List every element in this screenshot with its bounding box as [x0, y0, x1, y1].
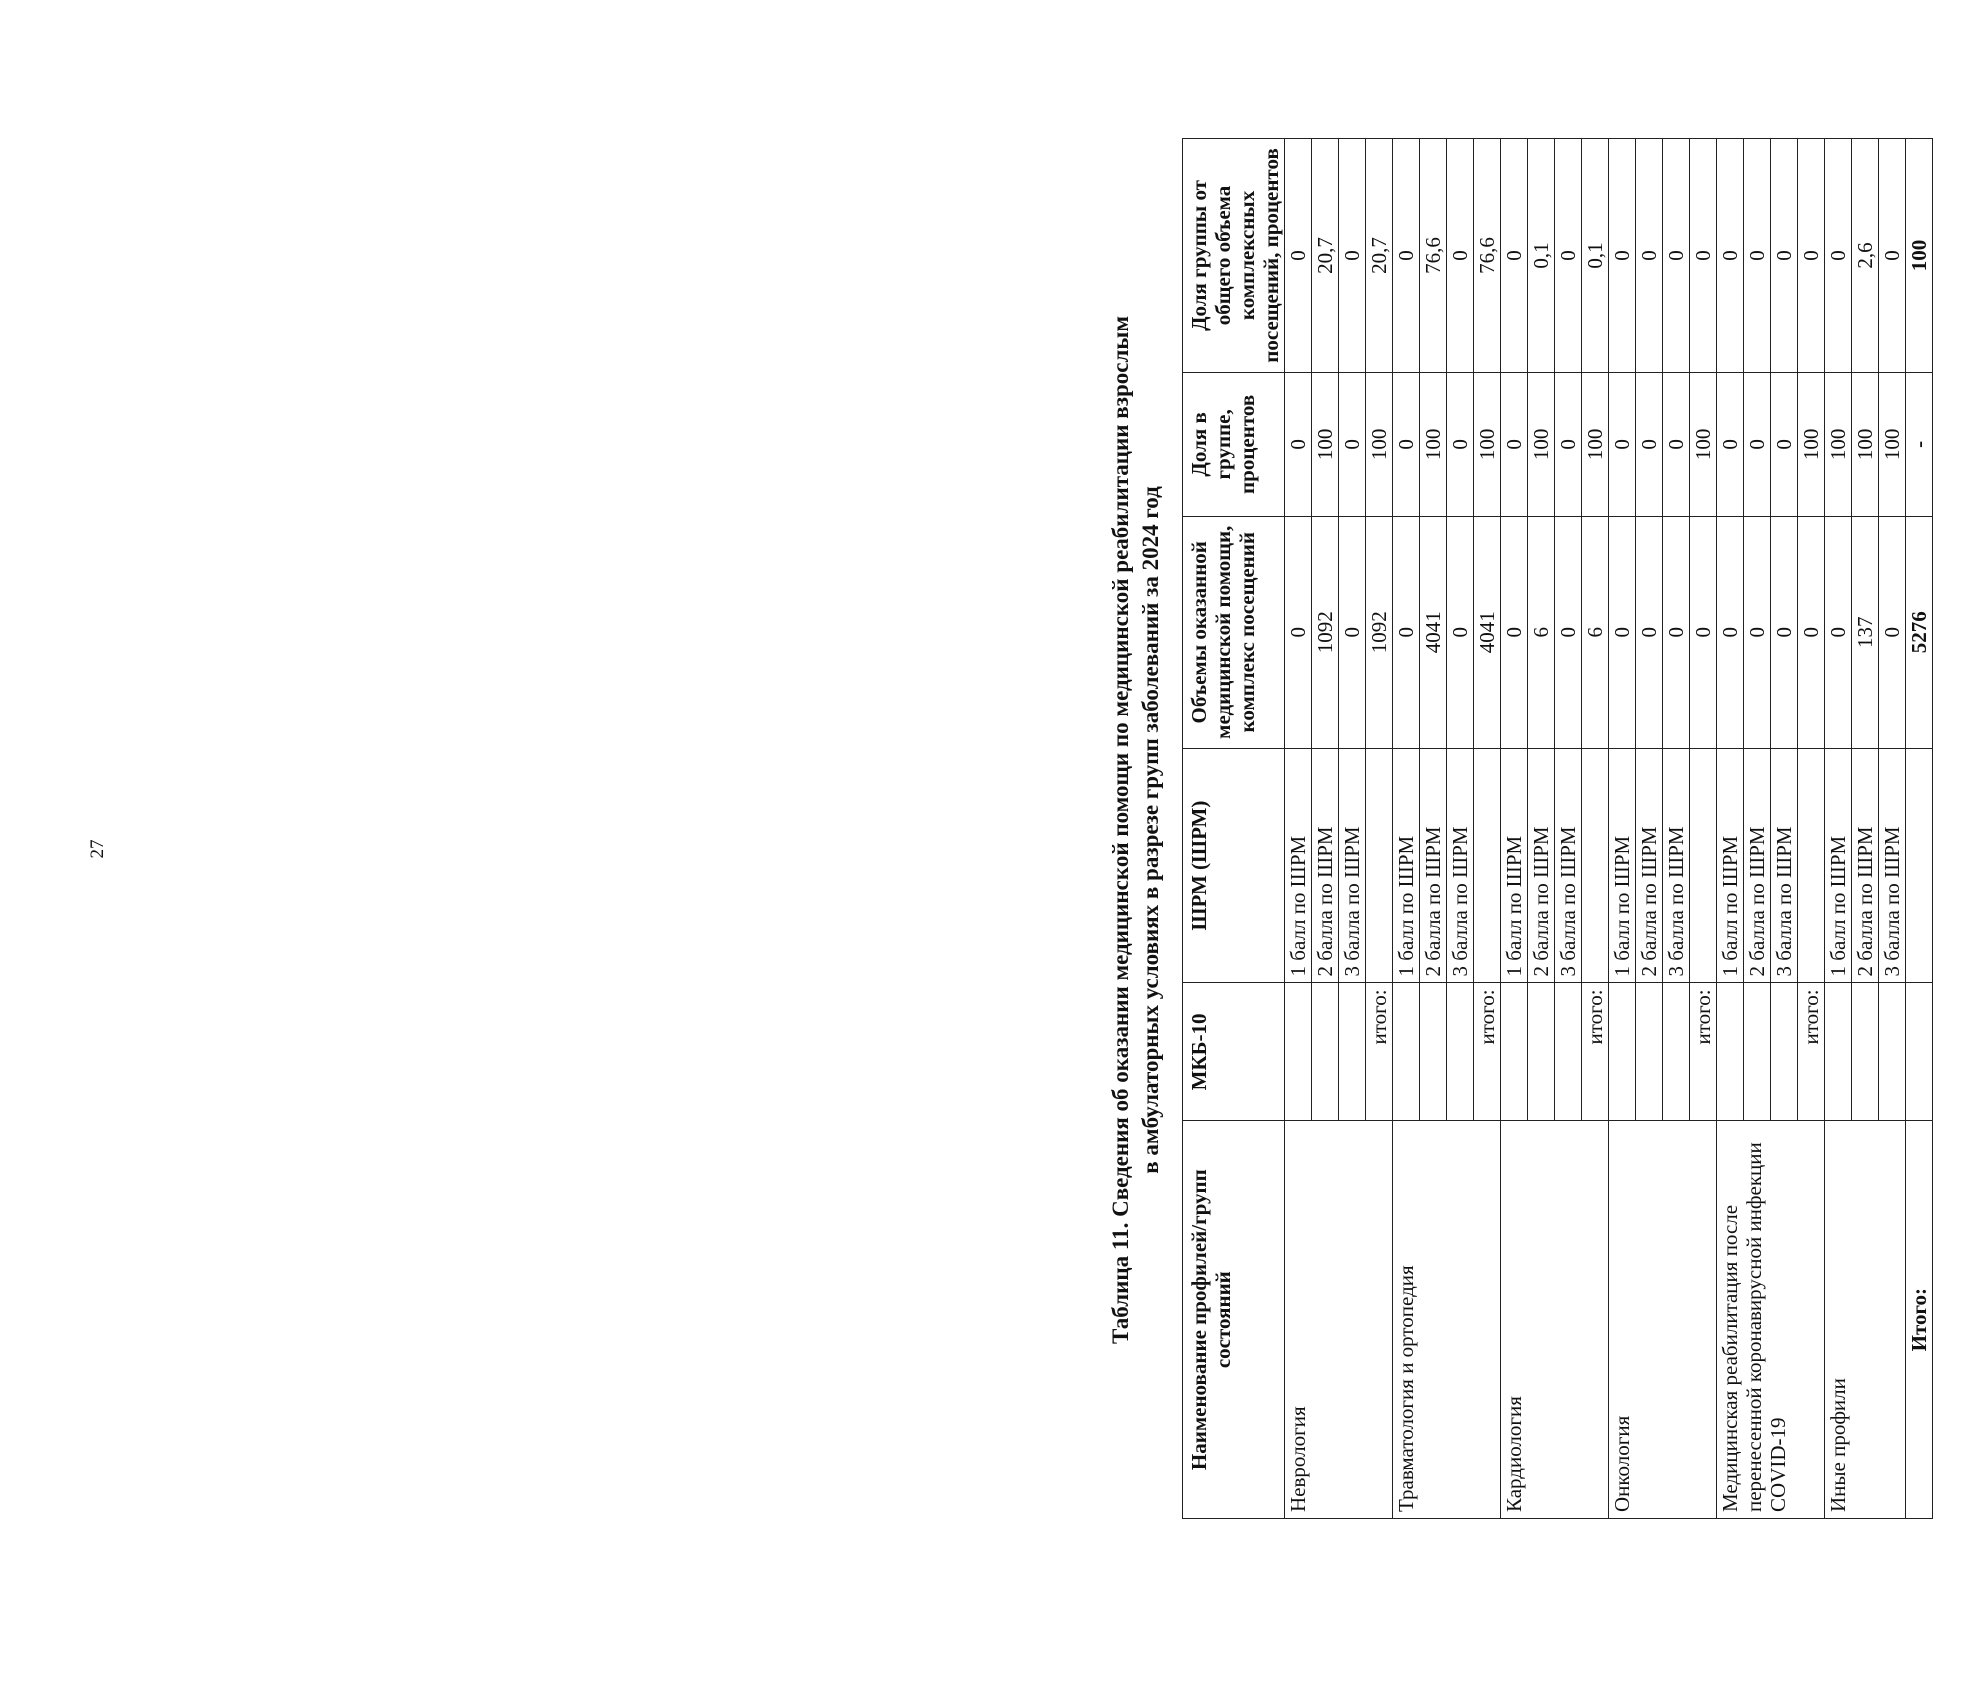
- shrm-cell: 2 балла по ШРМ: [1852, 748, 1879, 983]
- table-total-row: [1906, 139, 1933, 1519]
- shrm-cell: 1 балл по ШРМ: [1717, 748, 1744, 983]
- share-total-cell: 0: [1717, 139, 1744, 373]
- profile-name-cell: Онкология: [1609, 1121, 1717, 1519]
- shrm-cell: [1474, 748, 1501, 983]
- profile-name-cell: Иные профили: [1825, 1121, 1906, 1519]
- volume-cell: 0: [1744, 516, 1771, 748]
- volume-cell: 0: [1717, 516, 1744, 748]
- shrm-cell: 3 балла по ШРМ: [1555, 748, 1582, 983]
- share-total-cell: 0: [1636, 139, 1663, 373]
- share-total-cell: 0: [1825, 139, 1852, 373]
- table-row: [1393, 139, 1420, 1519]
- shrm-cell: 1 балл по ШРМ: [1393, 748, 1420, 983]
- share-group-cell: 100: [1582, 372, 1609, 516]
- share-group-cell: 100: [1312, 372, 1339, 516]
- volume-cell: 4041: [1420, 516, 1447, 748]
- volume-cell: 0: [1501, 516, 1528, 748]
- volume-cell: 4041: [1474, 516, 1501, 748]
- volume-cell: 0: [1555, 516, 1582, 748]
- mkb-cell: [1501, 983, 1528, 1121]
- shrm-cell: 3 балла по ШРМ: [1879, 748, 1906, 983]
- profile-name-cell: Кардиология: [1501, 1121, 1609, 1519]
- volume-cell: 0: [1447, 516, 1474, 748]
- shrm-cell: [1366, 748, 1393, 983]
- header-volume: Объемы оказанной медицинской помощи, комплекс посещений: [1183, 516, 1285, 748]
- mkb-cell: итого:: [1366, 983, 1393, 1121]
- share-group-cell: 100: [1879, 372, 1906, 516]
- table-header-row: [1183, 139, 1285, 1519]
- volume-cell: 0: [1825, 516, 1852, 748]
- total-mkb-cell: [1906, 983, 1933, 1121]
- mkb-cell: [1663, 983, 1690, 1121]
- share-total-cell: 2,6: [1852, 139, 1879, 373]
- total-volume-cell: 5276: [1906, 516, 1933, 748]
- mkb-cell: [1825, 983, 1852, 1121]
- share-total-cell: 0: [1393, 139, 1420, 373]
- header-share-group: Доля в группе, процентов: [1183, 372, 1285, 516]
- volume-cell: 0: [1393, 516, 1420, 748]
- share-group-cell: 0: [1609, 372, 1636, 516]
- share-total-cell: 76,6: [1474, 139, 1501, 373]
- volume-cell: 0: [1798, 516, 1825, 748]
- share-group-cell: 0: [1555, 372, 1582, 516]
- shrm-cell: 1 балл по ШРМ: [1285, 748, 1312, 983]
- total-shrm-cell: [1906, 748, 1933, 983]
- share-total-cell: 0: [1798, 139, 1825, 373]
- table-body: [1285, 139, 1933, 1519]
- volume-cell: 0: [1663, 516, 1690, 748]
- volume-cell: 6: [1528, 516, 1555, 748]
- share-group-cell: 0: [1744, 372, 1771, 516]
- volume-cell: 0: [1879, 516, 1906, 748]
- share-group-cell: 100: [1825, 372, 1852, 516]
- shrm-cell: 2 балла по ШРМ: [1420, 748, 1447, 983]
- mkb-cell: [1879, 983, 1906, 1121]
- total-share-total-cell: 100: [1906, 139, 1933, 373]
- volume-cell: 0: [1609, 516, 1636, 748]
- shrm-cell: 1 балл по ШРМ: [1501, 748, 1528, 983]
- share-group-cell: 0: [1663, 372, 1690, 516]
- share-group-cell: 0: [1717, 372, 1744, 516]
- share-group-cell: 0: [1285, 372, 1312, 516]
- share-group-cell: 0: [1447, 372, 1474, 516]
- share-total-cell: 0: [1690, 139, 1717, 373]
- share-total-cell: 0: [1609, 139, 1636, 373]
- table-row: [1285, 139, 1312, 1519]
- profile-name-cell: Неврология: [1285, 1121, 1393, 1519]
- share-total-cell: 0: [1744, 139, 1771, 373]
- shrm-cell: 3 балла по ШРМ: [1447, 748, 1474, 983]
- total-label-cell: Итого:: [1906, 1121, 1933, 1519]
- mkb-cell: [1312, 983, 1339, 1121]
- mkb-cell: [1555, 983, 1582, 1121]
- page-number: 27: [87, 839, 108, 859]
- rehabilitation-table: [1182, 138, 1933, 1519]
- shrm-cell: 2 балла по ШРМ: [1312, 748, 1339, 983]
- shrm-cell: 1 балл по ШРМ: [1609, 748, 1636, 983]
- share-total-cell: 0: [1447, 139, 1474, 373]
- table-title-line-2: в амбулаторных условиях в разрезе групп заболеваний за 2024 год: [1138, 486, 1163, 1174]
- share-total-cell: 0: [1285, 139, 1312, 373]
- share-group-cell: 100: [1366, 372, 1393, 516]
- share-group-cell: 0: [1636, 372, 1663, 516]
- share-group-cell: 100: [1690, 372, 1717, 516]
- header-share-total: Доля группы от общего объема комплексных посещений, процентов: [1183, 139, 1285, 373]
- shrm-cell: 2 балла по ШРМ: [1744, 748, 1771, 983]
- mkb-cell: [1717, 983, 1744, 1121]
- volume-cell: 0: [1285, 516, 1312, 748]
- shrm-cell: 2 балла по ШРМ: [1528, 748, 1555, 983]
- volume-cell: 1092: [1366, 516, 1393, 748]
- mkb-cell: [1528, 983, 1555, 1121]
- mkb-cell: [1852, 983, 1879, 1121]
- mkb-cell: [1447, 983, 1474, 1121]
- share-total-cell: 0: [1663, 139, 1690, 373]
- share-group-cell: 100: [1528, 372, 1555, 516]
- mkb-cell: [1393, 983, 1420, 1121]
- mkb-cell: [1636, 983, 1663, 1121]
- share-total-cell: 0: [1771, 139, 1798, 373]
- table-row: [1501, 139, 1528, 1519]
- rotated-page-content: [1050, 0, 1980, 1512]
- volume-cell: 1092: [1312, 516, 1339, 748]
- volume-cell: 0: [1771, 516, 1798, 748]
- mkb-cell: итого:: [1582, 983, 1609, 1121]
- shrm-cell: 3 балла по ШРМ: [1339, 748, 1366, 983]
- share-total-cell: 0: [1879, 139, 1906, 373]
- header-mkb: МКБ-10: [1183, 983, 1285, 1121]
- share-total-cell: 0,1: [1528, 139, 1555, 373]
- share-group-cell: 100: [1474, 372, 1501, 516]
- share-group-cell: 0: [1771, 372, 1798, 516]
- header-shrm: ШРМ (ШРМ): [1183, 748, 1285, 983]
- shrm-cell: 3 балла по ШРМ: [1663, 748, 1690, 983]
- landscape-content: [1050, 105, 1980, 1555]
- share-group-cell: 100: [1798, 372, 1825, 516]
- shrm-cell: 3 балла по ШРМ: [1771, 748, 1798, 983]
- share-total-cell: 20,7: [1312, 139, 1339, 373]
- table-title: [1050, 105, 1163, 1555]
- table-row: [1825, 139, 1852, 1519]
- shrm-cell: [1798, 748, 1825, 983]
- mkb-cell: итого:: [1474, 983, 1501, 1121]
- shrm-cell: 2 балла по ШРМ: [1636, 748, 1663, 983]
- table-row: [1609, 139, 1636, 1519]
- share-group-cell: 0: [1339, 372, 1366, 516]
- share-group-cell: 0: [1501, 372, 1528, 516]
- profile-name-cell: Медицинская реабилитация после перенесенной коронавирусной инфекции COVID-19: [1717, 1121, 1825, 1519]
- mkb-cell: итого:: [1690, 983, 1717, 1121]
- share-total-cell: 76,6: [1420, 139, 1447, 373]
- volume-cell: 6: [1582, 516, 1609, 748]
- volume-cell: 0: [1339, 516, 1366, 748]
- header-profile: Наименование профилей/групп состояний: [1183, 1121, 1285, 1519]
- table-row: [1717, 139, 1744, 1519]
- shrm-cell: 1 балл по ШРМ: [1825, 748, 1852, 983]
- shrm-cell: [1690, 748, 1717, 983]
- profile-name-cell: Травматология и ортопедия: [1393, 1121, 1501, 1519]
- share-group-cell: 100: [1420, 372, 1447, 516]
- volume-cell: 137: [1852, 516, 1879, 748]
- share-group-cell: 0: [1393, 372, 1420, 516]
- mkb-cell: [1744, 983, 1771, 1121]
- mkb-cell: итого:: [1798, 983, 1825, 1121]
- share-total-cell: 0: [1501, 139, 1528, 373]
- table-title-line-1: Таблица 11. Сведения об оказании медицинской помощи по медицинской реабилитации взрослым: [1108, 316, 1133, 1344]
- volume-cell: 0: [1636, 516, 1663, 748]
- share-total-cell: 0: [1555, 139, 1582, 373]
- volume-cell: 0: [1690, 516, 1717, 748]
- total-share-group-cell: -: [1906, 372, 1933, 516]
- share-group-cell: 100: [1852, 372, 1879, 516]
- mkb-cell: [1285, 983, 1312, 1121]
- shrm-cell: [1582, 748, 1609, 983]
- mkb-cell: [1420, 983, 1447, 1121]
- mkb-cell: [1609, 983, 1636, 1121]
- mkb-cell: [1339, 983, 1366, 1121]
- mkb-cell: [1771, 983, 1798, 1121]
- share-total-cell: 0,1: [1582, 139, 1609, 373]
- share-total-cell: 0: [1339, 139, 1366, 373]
- share-total-cell: 20,7: [1366, 139, 1393, 373]
